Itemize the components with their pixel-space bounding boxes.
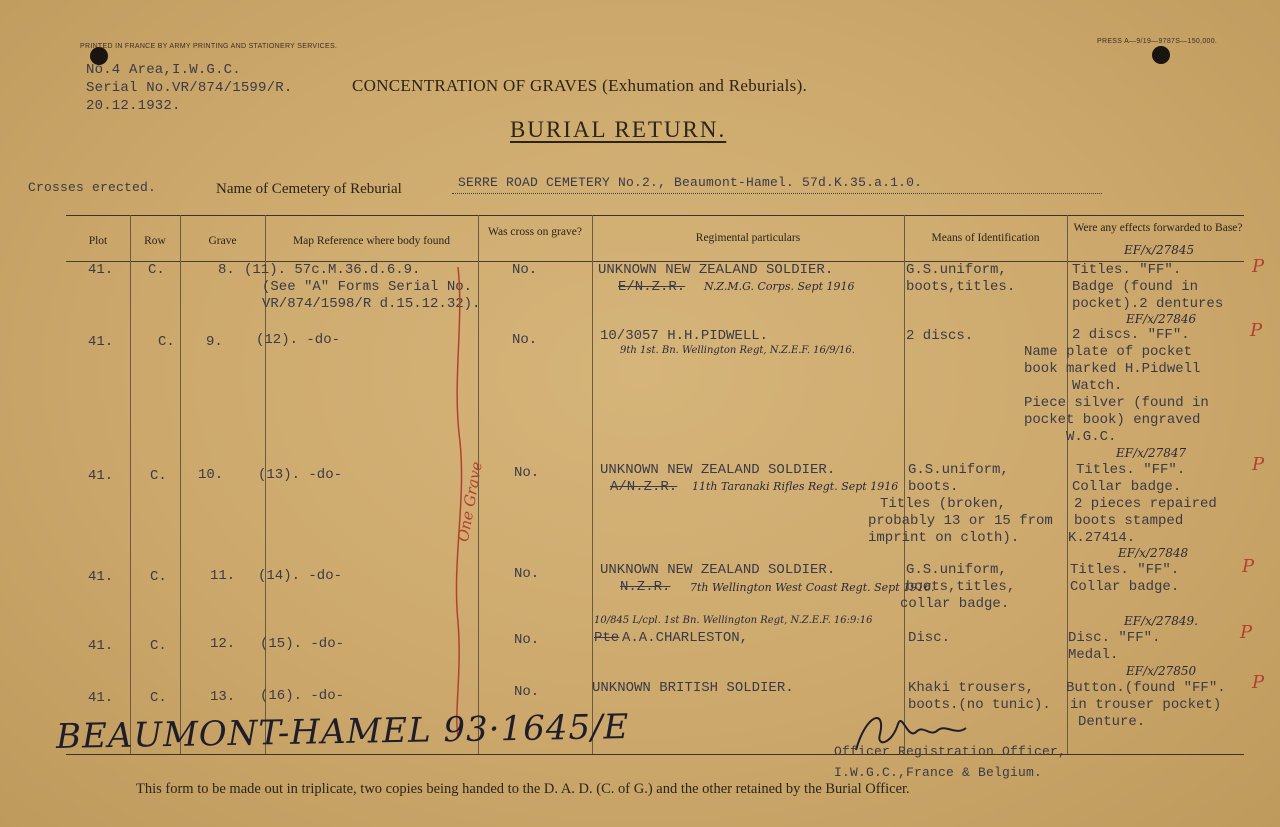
row1-means-2: boots,titles. [906, 279, 1016, 295]
col-divider-2 [180, 215, 181, 754]
table-bottom-rule [66, 754, 1244, 755]
row6-grave: 13. [210, 689, 236, 705]
row6-p-mark: P [1252, 672, 1265, 693]
row2-reg-typed: 10/3057 H.H.PIDWELL. [600, 328, 769, 344]
row4-effects-2: Collar badge. [1070, 579, 1180, 595]
press-note: PRESS A—9/19—9787S—150,000. [1097, 38, 1218, 45]
row2-effects-3: book marked H.Pidwell [1024, 361, 1201, 377]
row6-row: C. [150, 690, 167, 706]
row2-means: 2 discs. [906, 328, 974, 344]
printer-note: PRINTED IN FRANCE BY ARMY PRINTING AND STATIONERY SERVICES. [80, 43, 338, 50]
row1-reg-struck: E/N.Z.R. [618, 279, 686, 295]
row3-means-3: Titles (broken, [880, 496, 1007, 512]
row6-ef-number: EF/x/27850 [1126, 664, 1197, 678]
row5-map: (15). -do- [260, 636, 345, 652]
row3-reg-struck: A/N.Z.R. [610, 479, 678, 495]
row4-ef-number: EF/x/27848 [1118, 546, 1189, 560]
row1-effects-1: Titles. "FF". [1072, 262, 1182, 278]
row1-ef-number: EF/x/27845 [1124, 243, 1195, 257]
row6-reg-typed: UNKNOWN BRITISH SOLDIER. [592, 680, 794, 696]
one-grave-note: One Grave [454, 460, 486, 544]
row2-effects-6: pocket book) engraved [1024, 412, 1201, 428]
row6-means-2: boots.(no tunic). [908, 697, 1051, 713]
row6-effects-3: Denture. [1078, 714, 1146, 730]
col-header-effects: Were any effects forwarded to Base? [1073, 222, 1243, 234]
row1-plot: 41. [88, 262, 114, 278]
row3-cross: No. [514, 465, 540, 481]
col-header-plot: Plot [88, 235, 108, 247]
crosses-erected: Crosses erected. [28, 180, 157, 195]
date-line: 20.12.1932. [86, 98, 181, 114]
row2-map: (12). -do- [256, 332, 341, 348]
col-divider-6 [904, 215, 905, 754]
row5-ef-number: EF/x/27849. [1124, 614, 1198, 628]
cemetery-label: Name of Cemetery of Reburial [216, 181, 402, 197]
col-header-cross: Was cross on grave? [488, 226, 582, 238]
serial-line: Serial No.VR/874/1599/R. [86, 80, 293, 96]
row2-effects-5: Piece silver (found in [1024, 395, 1209, 411]
row4-means-3: collar badge. [900, 596, 1010, 612]
col-divider-7 [1067, 215, 1068, 754]
col-divider-1 [130, 215, 131, 754]
row2-reg-hand: 9th 1st. Bn. Wellington Regt, N.Z.E.F. 16/9/16. [620, 345, 855, 356]
row6-effects-1: Button.(found "FF". [1066, 680, 1226, 696]
row2-plot: 41. [88, 334, 114, 350]
row5-p-mark: P [1240, 622, 1253, 643]
row2-effects-1: 2 discs. "FF". [1072, 327, 1190, 343]
col-header-map: Map Reference where body found [292, 235, 451, 247]
row3-map: (13). -do- [258, 467, 343, 483]
row2-effects-7: W.G.C. [1066, 429, 1117, 445]
row5-means: Disc. [908, 630, 951, 646]
row1-reg-typed: UNKNOWN NEW ZEALAND SOLDIER. [598, 262, 834, 278]
row6-plot: 41. [88, 690, 114, 706]
row4-reg-hand: 7th Wellington West Coast Regt. Sept 1916. [690, 581, 935, 594]
col-header-row: Row [144, 235, 166, 247]
row3-p-mark: P [1252, 454, 1265, 475]
row1-grave: 8. [218, 262, 235, 278]
row2-grave: 9. [206, 334, 223, 350]
row2-effects-4: Watch. [1072, 378, 1123, 394]
row2-row: C. [158, 334, 175, 350]
footer-instruction: This form to be made out in triplicate, two copies being handed to the D. A. D. (C. of G.) and the other retained by the Burial Officer. [136, 781, 910, 797]
row4-reg-struck: N.Z.R. [620, 579, 671, 595]
row4-row: C. [150, 569, 167, 585]
bottom-handwriting: BEAUMONT-HAMEL 93·1645/E [55, 706, 630, 758]
row5-reg-typed: A.A.CHARLESTON, [622, 630, 749, 646]
row1-map-line2: (See "A" Forms Serial No. [262, 279, 473, 295]
row2-cross: No. [512, 332, 538, 348]
punch-hole-right [1152, 46, 1170, 64]
col-divider-5 [592, 215, 593, 754]
row3-reg-hand: 11th Taranaki Rifles Regt. Sept 1916 [692, 480, 899, 493]
cemetery-underline [452, 193, 1102, 194]
row1-map-line3: VR/874/1598/R d.15.12.32). [262, 296, 481, 312]
row3-effects-4: boots stamped [1074, 513, 1184, 529]
row3-effects-5: K.27414. [1068, 530, 1136, 546]
row3-reg-typed: UNKNOWN NEW ZEALAND SOLDIER. [600, 462, 836, 478]
row5-grave: 12. [210, 636, 236, 652]
row2-effects-2: Name plate of pocket [1024, 344, 1193, 360]
row3-means-5: imprint on cloth). [868, 530, 1020, 546]
row3-means-1: G.S.uniform, [908, 462, 1009, 478]
row2-ef-number: EF/x/27846 [1126, 312, 1197, 326]
row5-cross: No. [514, 632, 540, 648]
row5-effects-1: Disc. "FF". [1068, 630, 1161, 646]
officer-org: I.W.G.C.,France & Belgium. [834, 765, 1043, 780]
col-header-means: Means of Identification [931, 232, 1040, 244]
row1-row: C. [148, 262, 165, 278]
row3-grave: 10. [198, 467, 224, 483]
row5-reg-struck: Pte [594, 630, 620, 646]
row5-plot: 41. [88, 638, 114, 654]
row4-cross: No. [514, 566, 540, 582]
col-header-grave: Grave [208, 235, 237, 247]
row3-effects-3: 2 pieces repaired [1074, 496, 1217, 512]
form-subtitle: BURIAL RETURN. [510, 117, 727, 142]
row1-map-line1: (11). 57c.M.36.d.6.9. [244, 262, 421, 278]
row1-p-mark: P [1252, 256, 1265, 277]
row3-effects-1: Titles. "FF". [1076, 462, 1186, 478]
row4-grave: 11. [210, 568, 236, 584]
row5-reg-hand: 10/845 L/cpl. 1st Bn. Wellington Regt, N.Z.E.F. 16:9:16 [594, 615, 873, 626]
row3-plot: 41. [88, 468, 114, 484]
row5-row: C. [150, 638, 167, 654]
row4-map: (14). -do- [258, 568, 343, 584]
row1-means-1: G.S.uniform, [906, 262, 1007, 278]
row6-effects-2: in trouser pocket) [1070, 697, 1222, 713]
row3-means-2: boots. [908, 479, 959, 495]
row1-reg-hand: N.Z.M.G. Corps. Sept 1916 [704, 280, 855, 293]
row3-ef-number: EF/x/27847 [1116, 446, 1187, 460]
row4-p-mark: P [1242, 556, 1255, 577]
col-header-regimental: Regimental particulars [695, 232, 801, 244]
area-line: No.4 Area,I.W.G.C. [86, 62, 241, 78]
row3-effects-2: Collar badge. [1072, 479, 1182, 495]
row6-map: (16). -do- [260, 688, 345, 704]
row4-means-2: boots,titles, [906, 579, 1016, 595]
officer-title: Officer Registration Officer, [834, 744, 1067, 759]
row6-cross: No. [514, 684, 540, 700]
row1-cross: No. [512, 262, 538, 278]
row3-means-4: probably 13 or 15 from [868, 513, 1053, 529]
row4-reg-typed: UNKNOWN NEW ZEALAND SOLDIER. [600, 562, 836, 578]
row4-effects-1: Titles. "FF". [1070, 562, 1180, 578]
row2-p-mark: P [1250, 320, 1263, 341]
form-title: CONCENTRATION OF GRAVES (Exhumation and Reburials). [352, 76, 808, 95]
row4-means-1: G.S.uniform, [906, 562, 1007, 578]
cemetery-value: SERRE ROAD CEMETERY No.2., Beaumont-Hamel. 57d.K.35.a.1.0. [458, 175, 923, 190]
row1-effects-2: Badge (found in [1072, 279, 1199, 295]
row4-plot: 41. [88, 569, 114, 585]
row3-row: C. [150, 468, 167, 484]
row6-means-1: Khaki trousers, [908, 680, 1035, 696]
row5-effects-2: Medal. [1068, 647, 1119, 663]
row1-effects-3: pocket).2 dentures [1072, 296, 1224, 312]
